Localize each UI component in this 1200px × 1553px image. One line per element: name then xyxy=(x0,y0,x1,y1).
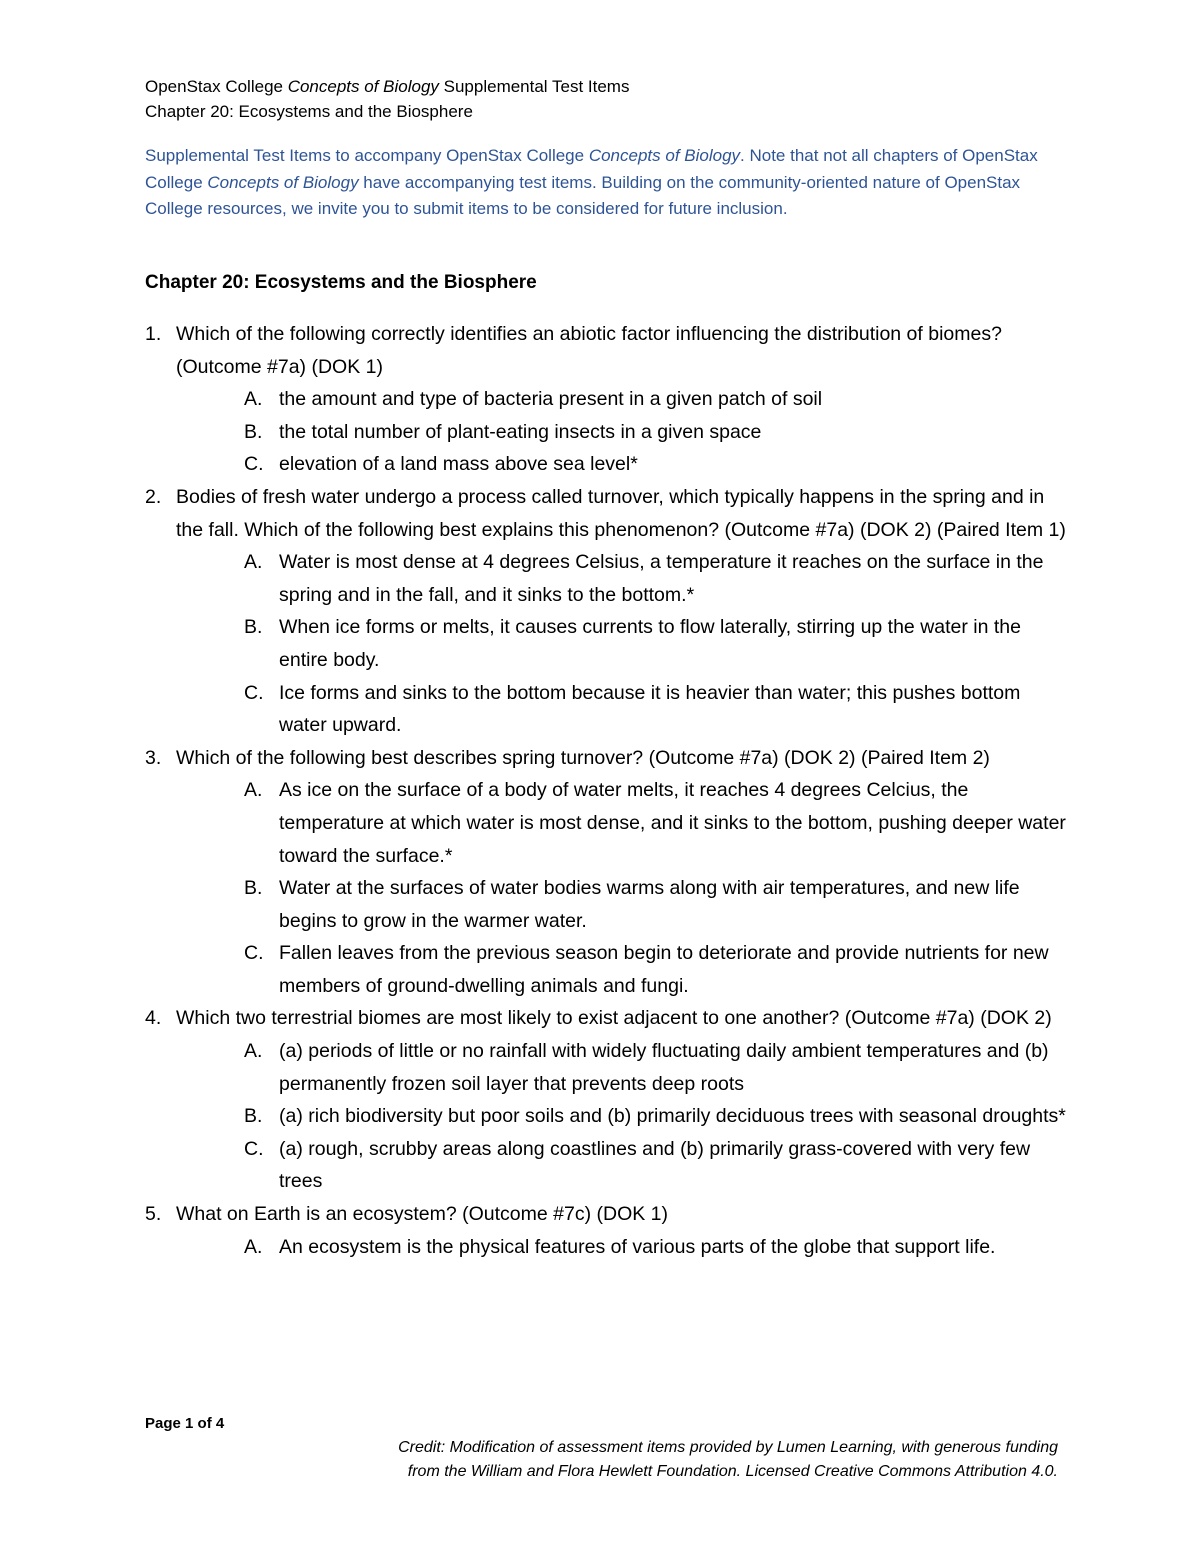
header-title-line xyxy=(145,74,629,99)
answer-option xyxy=(176,611,1070,676)
answer-letter: A. xyxy=(244,1040,263,1063)
answer-text: (a) rich biodiversity but poor soils and (b) primarily deciduous trees with seasonal droughts* xyxy=(279,1105,1066,1128)
question-item xyxy=(145,1002,1070,1198)
document-header xyxy=(145,74,629,124)
answer-option xyxy=(176,872,1070,937)
answer-option xyxy=(176,416,1070,449)
answer-option xyxy=(176,937,1070,1002)
answer-letter: A. xyxy=(244,779,263,802)
answer-list xyxy=(176,1231,1070,1264)
answer-letter: B. xyxy=(244,877,263,900)
answer-letter: A. xyxy=(244,388,263,411)
question-number: 1. xyxy=(145,323,162,345)
answer-list xyxy=(176,546,1070,742)
answer-text: An ecosystem is the physical features of various parts of the globe that support life. xyxy=(279,1235,996,1258)
answer-option xyxy=(176,774,1070,872)
question-text: Which of the following correctly identifies an abiotic factor influencing the distribution of biomes? (Outcome #7a) (DOK 1) xyxy=(176,323,1002,378)
answer-option xyxy=(176,1100,1070,1133)
question-list xyxy=(145,318,1070,1263)
answer-text: Ice forms and sinks to the bottom because it is heavier than water; this pushes bottom water upward. xyxy=(279,681,1021,737)
header-publisher: OpenStax College xyxy=(145,77,288,96)
answer-letter: C. xyxy=(244,1137,264,1160)
intro-text-3: have accompanying test items. Building on the community-oriented nature of OpenStax College resources, we invite you to submit items to be considered for future inclusion. xyxy=(145,172,1021,218)
answer-text: When ice forms or melts, it causes currents to flow laterally, stirring up the water in the entire body. xyxy=(279,616,1021,671)
credit-line: from the William and Flora Hewlett Foundation. Licensed Creative Commons Attribution 4.0. xyxy=(407,1463,1058,1480)
answer-text: As ice on the surface of a body of water melts, it reaches 4 degrees Celcius, the temperature at which water is most dense, and it sinks to the bottom, pushing deeper water toward the surface.* xyxy=(279,779,1066,867)
header-book-title: Concepts of Biology xyxy=(287,77,439,96)
intro-text-1: Supplemental Test Items to accompany OpenStax College xyxy=(145,146,589,165)
intro-text-2: . Note that not all chapters of OpenStax College xyxy=(145,146,1038,192)
answer-list xyxy=(176,774,1070,1002)
answer-letter: C. xyxy=(244,942,264,965)
answer-letter: B. xyxy=(244,420,263,443)
answer-option xyxy=(176,383,1070,416)
answer-text: Water at the surfaces of water bodies warms along with air temperatures, and new life begins to grow in the warmer water. xyxy=(279,877,1020,932)
question-number: 5. xyxy=(145,1203,162,1226)
answer-option xyxy=(176,1133,1070,1198)
answer-option xyxy=(176,448,1070,481)
answer-text: (a) periods of little or no rainfall with widely fluctuating daily ambient temperatures and (b) permanently frozen soil layer that prevents deep roots xyxy=(279,1040,1049,1095)
header-suffix: Supplemental Test Items xyxy=(438,77,630,96)
answer-letter: B. xyxy=(244,616,263,639)
answer-text: Fallen leaves from the previous season begin to deteriorate and provide nutrients for new members of ground-dwelling animals and fungi. xyxy=(279,942,1049,997)
intro-book-title-2: Concepts of Biology xyxy=(207,172,359,192)
question-text: What on Earth is an ecosystem? (Outcome #7c) (DOK 1) xyxy=(176,1203,669,1226)
answer-text: (a) rough, scrubby areas along coastlines and (b) primarily grass-covered with very few trees xyxy=(279,1137,1031,1193)
question-number: 3. xyxy=(145,746,162,769)
answer-option xyxy=(176,546,1070,611)
question-item xyxy=(145,481,1070,742)
answer-text: the amount and type of bacteria present in a given patch of soil xyxy=(279,388,823,411)
answer-text: Water is most dense at 4 degrees Celsius, a temperature it reaches on the surface in the spring and in the fall, and it sinks to the bottom.* xyxy=(279,551,1044,606)
page-number: Page 1 of 4 xyxy=(145,1415,225,1432)
answer-letter: A. xyxy=(244,551,263,574)
credit-line: Credit: Modification of assessment items provided by Lumen Learning, with generous funding xyxy=(398,1439,1058,1456)
answer-list xyxy=(176,1035,1070,1198)
answer-letter: C. xyxy=(244,681,264,704)
question-text: Bodies of fresh water undergo a process called turnover, which typically happens in the spring and in the fall. Which of the following best explains this phenomenon? (Outcome #7a) (DOK 2) (Paired Item 1) xyxy=(176,485,1066,541)
answer-option xyxy=(176,1231,1070,1264)
header-chapter-line: Chapter 20: Ecosystems and the Biosphere xyxy=(145,102,473,121)
answer-option xyxy=(176,677,1070,742)
answer-letter: A. xyxy=(244,1235,263,1258)
question-number: 2. xyxy=(145,485,162,508)
question-item xyxy=(145,742,1070,1003)
answer-letter: B. xyxy=(244,1105,263,1128)
credit-footer xyxy=(300,1436,1058,1484)
question-text: Which two terrestrial biomes are most likely to exist adjacent to one another? (Outcome #7a) (DOK 2) xyxy=(176,1007,1052,1030)
question-number: 4. xyxy=(145,1007,162,1030)
question-text: Which of the following best describes spring turnover? (Outcome #7a) (DOK 2) (Paired Item 2) xyxy=(176,746,990,769)
answer-text: the total number of plant-eating insects in a given space xyxy=(279,420,762,443)
answer-text: elevation of a land mass above sea level* xyxy=(279,453,638,476)
answer-option xyxy=(176,1035,1070,1100)
answer-list xyxy=(176,383,1070,481)
answer-letter: C. xyxy=(244,453,264,476)
question-item xyxy=(145,318,1070,481)
chapter-heading: Chapter 20: Ecosystems and the Biosphere xyxy=(145,272,537,293)
intro-paragraph xyxy=(145,143,1070,223)
intro-book-title-1: Concepts of Biology xyxy=(588,146,741,165)
question-item xyxy=(145,1198,1070,1263)
